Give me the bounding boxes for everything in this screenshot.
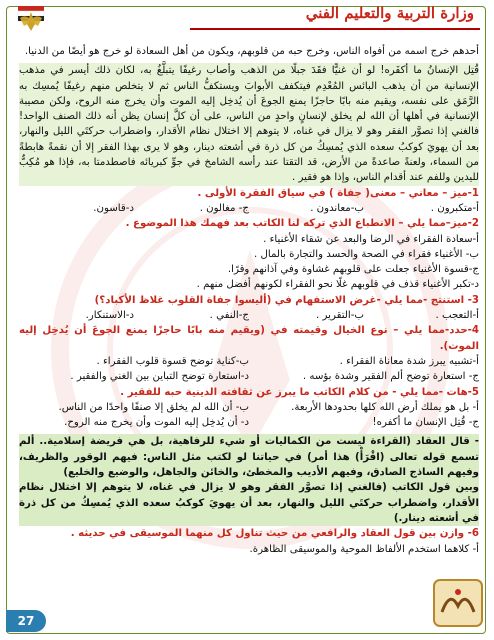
passage-2: - قال العقاد (القراءة ليست من الكماليات أو شيء للرفاهية، بل هي فريضة إسلامية.. ألم تسمع قوله تعالى (اقْرَأْ) هذا أمر) في حياتنا لو لكتب مثل الناس: فيهم الوقور والظريف، وفيهم الساذج الصادق، وفيهم الأديب والمخطئ، والخائن والجاهل، والوضيع والخليع) — [19, 434, 479, 480]
option[interactable]: أ- كلاهما استخدم الألفاظ الموحية والموسيقى الظاهرة. — [249, 543, 479, 555]
option[interactable]: ب- أن الله لم يخلق إلا صنفًا واحدًا من الناس. — [58, 401, 249, 413]
option[interactable]: أ-تشبيه يبرز شدة معاناة الفقراء . — [339, 355, 479, 367]
option[interactable]: ج-قسوة الأغنياء جعلت على قلوبهم غشاوة وفي آذانهم وقرًا. — [227, 264, 479, 276]
question-1-options — [19, 201, 479, 216]
page-header — [0, 0, 494, 38]
main-content — [19, 44, 479, 557]
question-3: 3- استنتج -مما يلي -غرض الاستفهام في (أليسوا جفاة القلوب غلاظ الأكباد؟) — [94, 294, 479, 306]
option[interactable]: ج- مغالون . — [199, 202, 249, 214]
paragraph-2: قُتِل الإنسانُ ما أكفَره! لو أن غنيًّا فقَدَ جبلًا من الذهب وأصاب رغيفًا يتبلَّغُ به، لكان ذلك أيسر في مذهب الإنسانية من أن يذهب البائس المُعْدِم فيتكفف الأبوابَ ويستكفُّ الناس ثم لا يتخلص منهم رغيفًا يُمسِك به الرَّمَق على نفسه، ويقيم منه بابًا حاجزًا يمنع الجوعَ أن يُدخِل إليه الموت وأن يخرج منه الروح، ولكن مصيبة الإنسانية في أهلها أن الله لم يخلق لإنسانٍ واحدٍ من الناس، على أن كلَّ إنسان يظن أنه ذلك الصنف الواحد! فالغني إذا تصوَّر الفقر وهو لا يزال في غناه، لا يتوهم إلا اختلال نظام الأقدار، واضطراب حركتَي الليل والنهار، بعد أن يهويَ كوكبُ سعده الذي يُمسِكُ من كل ذرة في أشعته دينار، وهو لا يرى بهذا الفقر إلا أن نقمةً هابطةً من السماء، ولعنةً صاعدةً من الأرض، قد التقتا عند رأسه الشامخ في جوِّ كبريائه فاصطدمتا به، فإذا هو مُكِبٌّ لليدين وللفم عند أقدام الناس، وإذا هو فقير . — [19, 63, 479, 185]
question-4-options-row1 — [19, 354, 479, 369]
header-underline — [190, 28, 480, 30]
option[interactable]: ب-كناية توضح قسوة قلوب الفقراء . — [96, 355, 249, 367]
option[interactable]: د-الاستنكار. — [85, 310, 134, 322]
option[interactable]: ج- قُتِل الإنسان ما أكفره! — [372, 417, 479, 429]
option[interactable]: أ- بل هو يملك أرض الله كلها بحدودها الأربعة. — [291, 401, 479, 413]
question-1: 1-ميز – معاني – معنى( جفاة ) في سياق الفقرة الأولى . — [197, 187, 479, 199]
page-number-badge: 27 — [6, 610, 46, 632]
question-4: 4-حدد-مما يلي – نوع الخيال وقيمته في (ويقيم منه بابًا حاجزًا يمنع الجوعَ أن يُدخِل إليه الموت). — [19, 325, 479, 352]
question-5-options-row1 — [19, 400, 479, 415]
passage-2-quote: وبين قول الكاتب (فالغني إذا تصوَّر الفقر وهو لا يزال في غناه، لا يتوهم إلا اختلال نظام الأقدار، واضطراب حركتَي الليل والنهار، بعد أن يهويَ كوكبُ سعده الذي يُمسِكُ من كل ذرة في أشعته دينار.) — [19, 480, 479, 526]
question-3-options — [19, 308, 479, 323]
paragraph-1: أحدهم خرج اسمه من أفواه الناس، وخرج حبه من قلوبهم، ويكون من أهل السعادة لو خرج هو أيضًا من الدنيا. — [24, 46, 479, 57]
question-2: 2-ميز–مما يلي – الانطباع الذي تركه لنا الكاتب بعد فهمك هذا الموضوع . — [125, 218, 479, 230]
question-5: 5-هات -مما يلي - من كلام الكاتب ما يبرز عن ثقافته الدينية حبه للفقير . — [120, 386, 479, 398]
question-4-options-row2 — [19, 369, 479, 384]
option[interactable]: أ-متكبرون . — [430, 202, 479, 214]
arabic-language-logo-icon — [430, 576, 486, 630]
option[interactable]: ب- الأغنياء فقراء في الصحة والحسد والتجارة بالمال . — [253, 248, 479, 260]
option[interactable]: أ-سعادة الفقراء في الرضا والبعد عن شقاء الأغنياء . — [263, 233, 479, 245]
option[interactable]: د- أن يُدخِل إليه الموت وأن يخرج منه الروح. — [64, 417, 249, 429]
option[interactable]: ج- استعارة توضح ألم الفقير وشدة بؤسه . — [302, 371, 479, 383]
question-6: 6- وازن بين قول العقاد والرافعي من حيث تناول كل منهما الموسيقى في حديثه . — [70, 528, 479, 540]
question-5-options-row2 — [19, 415, 479, 430]
ministry-title: وزارة التربية والتعليم الفني — [305, 4, 474, 22]
option[interactable]: د-تكبر الأغنياء قذف في قلوبهم غلًا نحو الفقراء لكونهم أفضل منهم . — [196, 279, 479, 291]
egypt-eagle-emblem-icon — [14, 4, 48, 34]
option[interactable]: أ-التعجب . — [435, 310, 479, 322]
option[interactable]: ب-معاندون . — [310, 202, 364, 214]
option[interactable]: د-قاسون. — [93, 202, 134, 214]
option[interactable]: ب-التقرير . — [316, 310, 364, 322]
option[interactable]: د-استعارة توضح التباين بين الغني والفقير . — [70, 371, 249, 383]
option[interactable]: ج-النفي . — [209, 310, 249, 322]
